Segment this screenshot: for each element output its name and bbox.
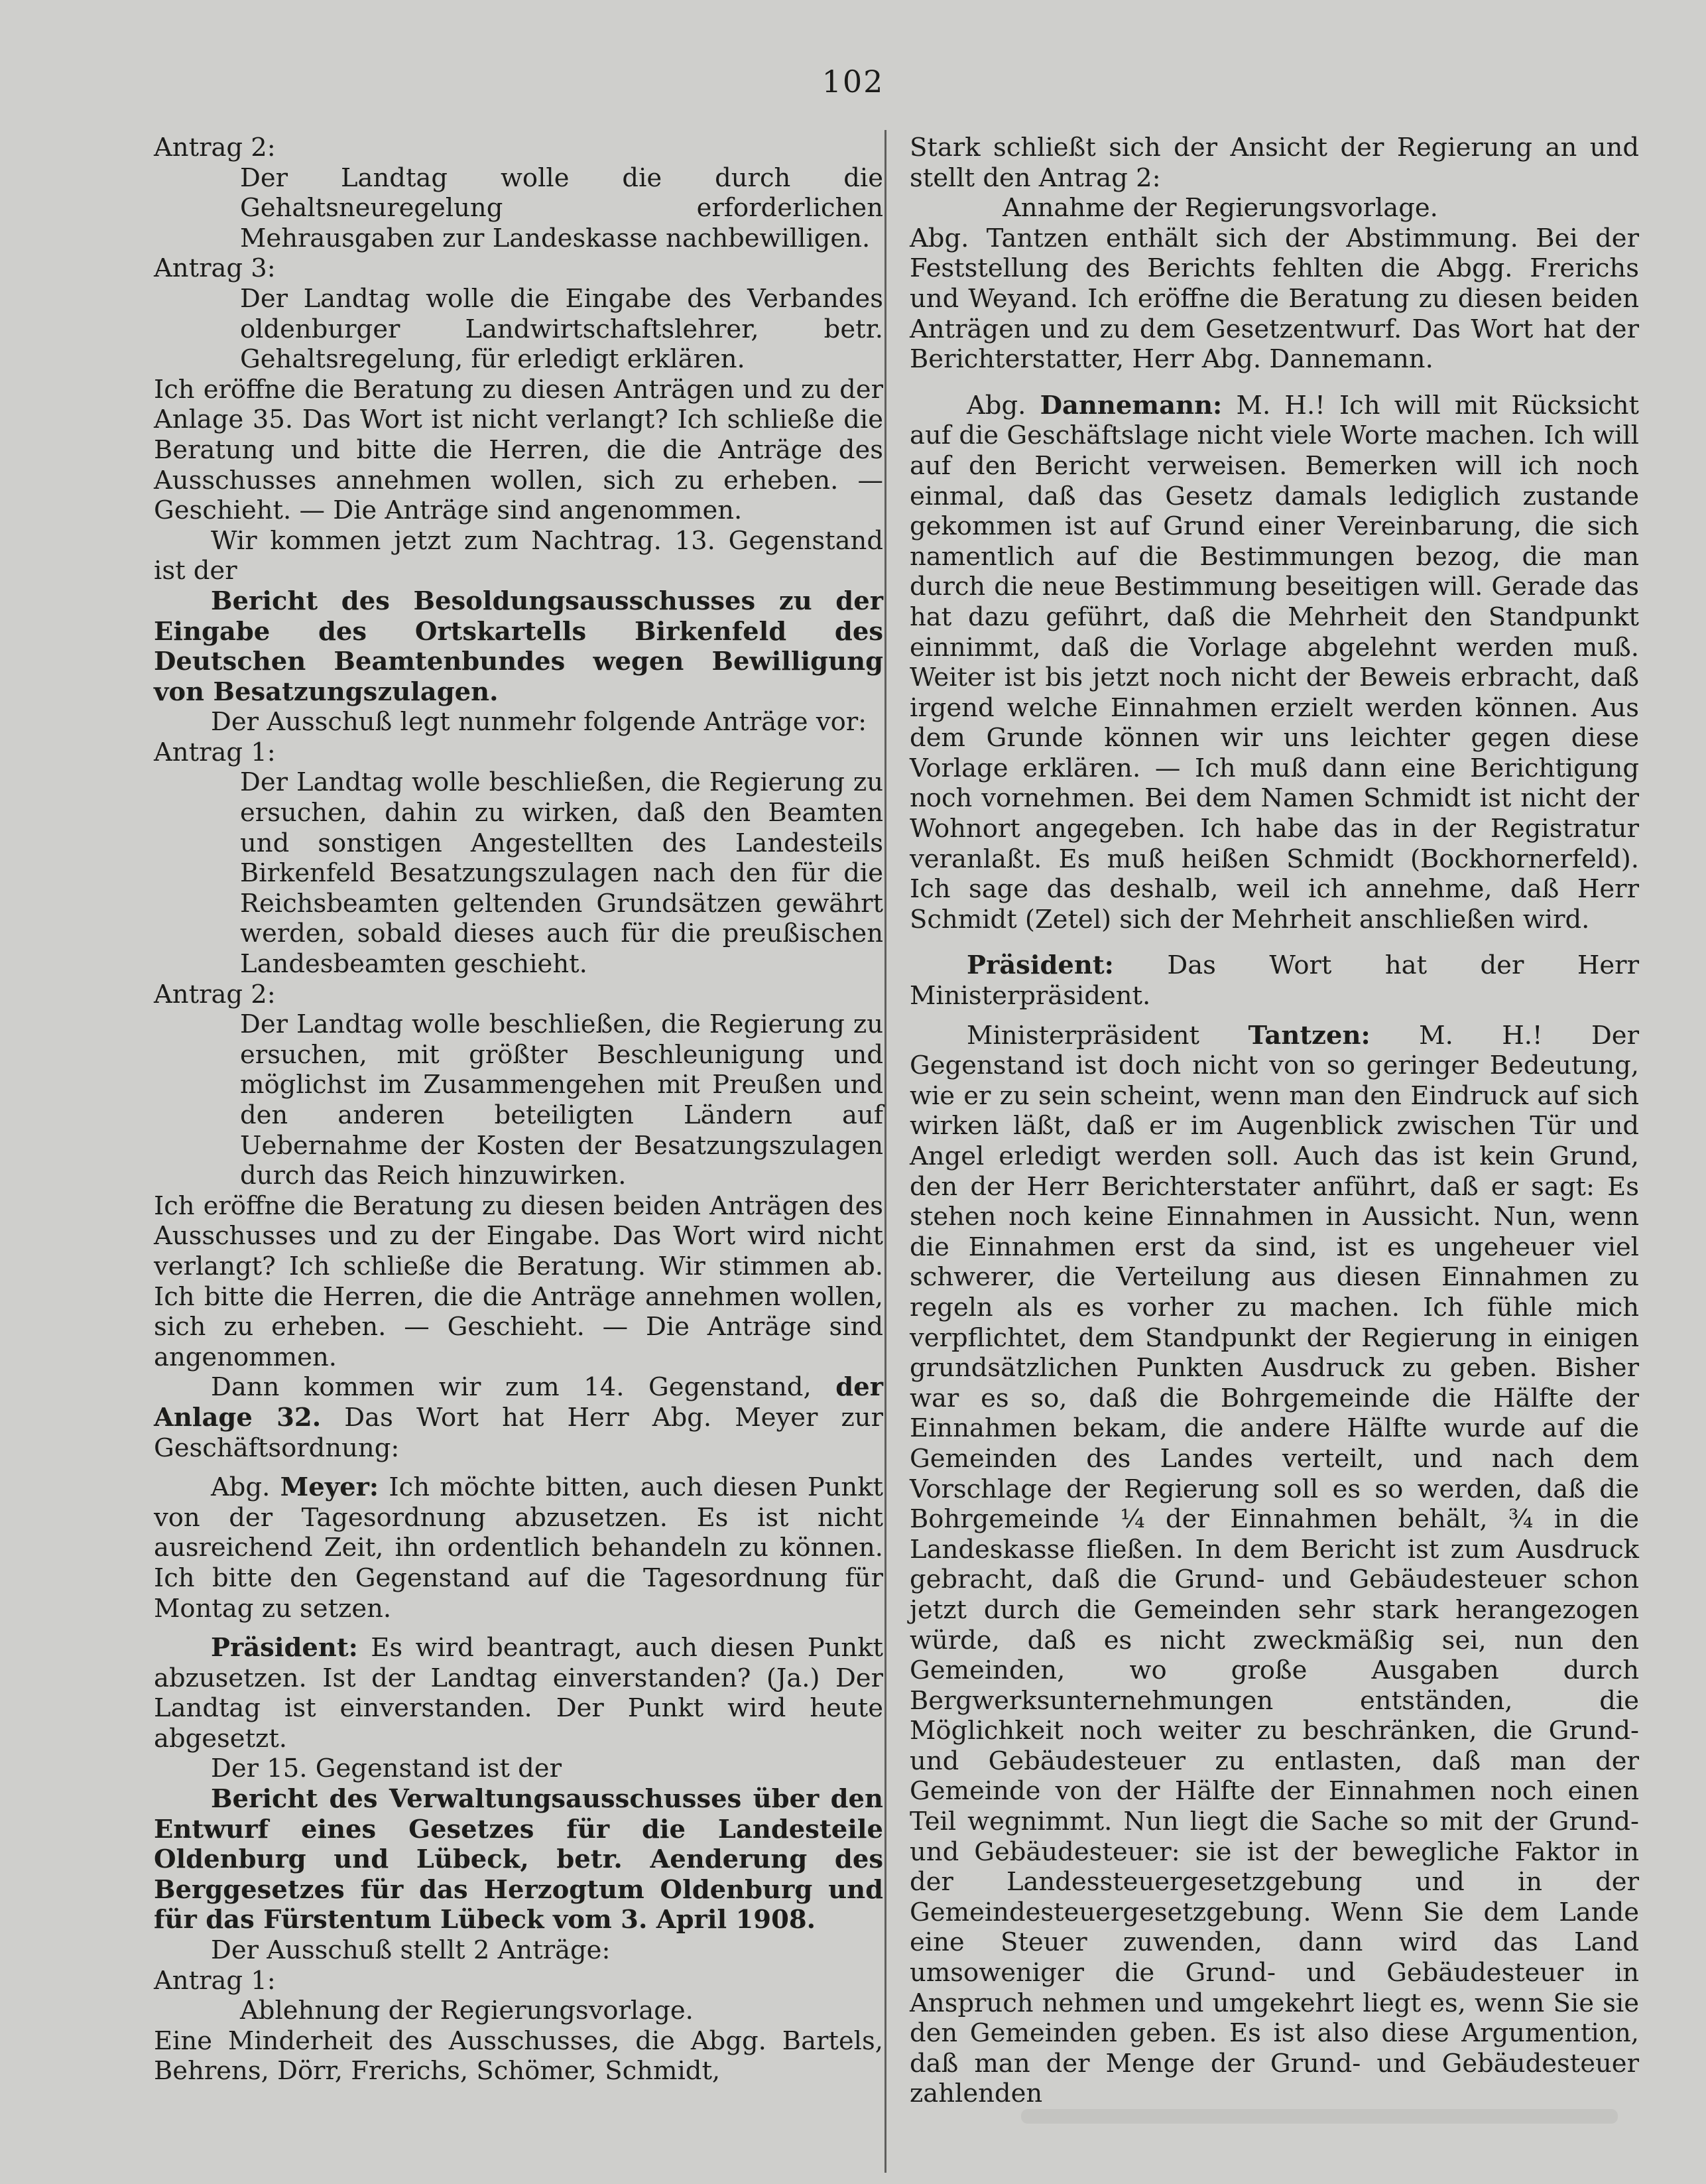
motion-label: Antrag 1: [154,737,276,767]
motion-label: Antrag 3: [154,253,276,284]
motion-text: Der Landtag wolle die Eingabe des Verbandes oldenburger Landwirtschaftslehrer, betr. Gehaltsregelung, für erledigt erklären. [240,283,883,375]
speaker-name: Präsident: [967,950,1114,981]
speech [910,950,1639,1011]
motion-label: Antrag 1: [154,1965,276,1996]
motion-label: Antrag 2: [154,133,276,162]
speaker-name: Präsident: [211,1633,358,1663]
page-number: 102 [822,64,884,99]
paragraph [154,1372,883,1463]
motion-text: Ablehnung der Regierungsvorlage. [240,1996,694,2026]
paragraph: Der Ausschuß stellt 2 Anträge: [211,1935,611,1966]
speech-text: M. H.! Der Gegenstand ist doch nicht von so geringer Bedeutung, wie er zu sein scheint, wenn man den Eindruck auf sich wirken läßt, daß er im Augenblick zwischen Tür und Angel erledigt werden soll. Auch das ist kein Grund, den der Herr Berichterstater anführt, daß er sagt: Es stehen noch keine Einnahmen in Aussicht. Nun, wenn die Einnahmen erst da sind, ist es ungeheuer viel schwerer, die Verteilung aus diesen Einnahmen zu regeln als es vorher zu machen. Ich fühle mich verpflichtet, dem Standpunkt der Regierung in einigen grundsätzlichen Punkten Ausdruck zu geben. Bisher war es so, daß die Bohrgemeinde die Hälfte der Einnahmen bekam, die andere Hälfte wurde auf die Gemeinden des Landes verteilt, und nach dem Vorschlage der Regierung soll es so werden, daß die Bohrgemeinde ¼ der Einnahmen behält, ¾ in die Landeskasse fließen. In dem Bericht ist zum Ausdruck gebracht, daß die Grund- und Gebäudesteuer schon jetzt durch die Gemeinden sehr stark herangezogen würde, daß es nicht zweckmäßig sei, nun den Gemeinden, wo große Ausgaben durch Bergwerksunternehmungen entständen, die Möglichkeit noch weiter zu beschränken, die Grund- und Gebäudesteuer zu entlasten, daß man der Gemeinde von der Hälfte der Einnahmen noch einen Teil wegnimmt. Nun liegt die Sache so mit der Grund- und Gebäudesteuer: sie ist der bewegliche Faktor in der Landessteuergesetzgebung und in der Gemeindesteuergesetzgebung. Wenn Sie dem Lande eine Steuer zuwenden, dann wird das Land umsoweniger die Grund- und Gebäudesteuer in Anspruch nehmen und umgekehrt liegt es, wenn Sie sie den Gemeinden geben. Es ist also diese Argumention, daß man der Menge der Grund- und Gebäudesteuer zahlenden [910,1020,1639,2109]
paragraph: Eine Minderheit des Ausschusses, die Abgg. Bartels, Behrens, Dörr, Frerichs, Schömer, Schmidt, [154,2025,883,2087]
speech-text: Ich möchte bitten, auch diesen Punkt von der Tagesordnung abzusetzen. Es ist nicht ausreichend Zeit, ihn ordentlich behandeln zu können. Ich bitte den Gegenstand auf die Tagesordnung für Montag zu setzen. [154,1472,883,1624]
motion-label: Antrag 2: [154,979,276,1009]
motion-text: Der Landtag wolle beschließen, die Regierung zu ersuchen, dahin zu wirken, daß den Beamten und sonstigen Angestellten des Landesteils Birkenfeld Besatzungszulagen nach den für die Reichsbeamten geltenden Grundsätzen gewährt werden, sobald dieses auch für die preußischen Landesbeamten geschieht. [240,767,883,980]
bold-run: der Anlage 32. [154,1372,883,1433]
speech-text: Das Wort hat der Herr Ministerpräsident. [910,950,1639,1011]
paragraph: Abg. Tantzen enthält sich der Abstimmung. Bei der Feststellung des Berichts fehlten die Abgg. Frerichs und Weyand. Ich eröffne die Beratung zu diesen beiden Anträgen und zu dem Gesetzentwurf. Das Wort hat der Berichterstatter, Herr Abg. Dannemann. [910,223,1639,375]
speaker-prefix: Abg. [211,1472,280,1503]
paragraph: Wir kommen jetzt zum Nachtrag. 13. Gegenstand ist der [154,525,883,586]
speaker-name: Meyer: [280,1472,379,1503]
text-run: Das Wort hat Herr Abg. Meyer zur Geschäftsordnung: [154,1402,884,1463]
speech [154,1472,883,1624]
speech-text: Es wird beantragt, auch diesen Punkt abzusetzen. Ist der Landtag einverstanden? (Ja.) Der Landtag ist einverstanden. Der Punkt wird heute abgesetzt. [154,1633,883,1754]
paragraph: Ich eröffne die Beratung zu diesen Anträgen und zu der Anlage 35. Das Wort ist nicht verlangt? Ich schließe die Beratung und bitte die Herren, die die Anträge des Ausschusses annehmen wollen, sich zu erheben. — Geschieht. — Die Anträge sind angenommen. [154,374,883,526]
agenda-heading: Bericht des Besoldungsausschusses zu der Eingabe des Ortskartells Birkenfeld des Deutschen Beamtenbundes wegen Bewilligung von Besatzungszulagen. [154,586,883,707]
speaker-prefix: Abg. [967,390,1040,420]
speech [154,1633,883,1754]
speaker-name: Dannemann: [1040,390,1223,420]
agenda-heading: Bericht des Verwaltungsausschusses über den Entwurf eines Gesetzes für die Landesteile Oldenburg und Lübeck, betr. Aenderung des Berggesetzes für das Herzogtum Oldenburg und für das Fürstentum Lübeck vom 3. April 1908. [154,1784,883,1935]
motion-text: Der Landtag wolle beschließen, die Regierung zu ersuchen, mit größter Beschleunigung und möglichst im Zusammengehen mit Preußen und den anderen beteiligten Ländern auf Uebernahme der Kosten der Besatzungszulagen durch das Reich hinzuwirken. [240,1009,883,1191]
paragraph: Stark schließt sich der Ansicht der Regierung an und stellt den Antrag 2: [910,133,1639,193]
paragraph: Der Ausschuß legt nunmehr folgende Anträge vor: [211,707,867,738]
left-column [154,133,883,2087]
paragraph: Der 15. Gegenstand ist der [211,1754,562,1784]
speech-text: M. H.! Ich will mit Rücksicht auf die Geschäftslage nicht viele Worte machen. Ich will auf den Bericht verweisen. Bemerken will ich noch einmal, daß das Gesetz damals lediglich zustande gekommen ist auf Grund einer Vereinbarung, die sich namentlich auf die Bestimmungen bezog, die man durch die neue Bestimmung beseitigen will. Gerade das hat dazu geführt, daß die Mehrheit den Standpunkt einnimmt, daß die Vorlage abgelehnt werden muß. Weiter ist bis jetzt noch nicht der Beweis erbracht, daß irgend welche Einnahmen erzielt werden können. Aus dem Grunde können wir uns leichter gegen diese Vorlage erklären. — Ich muß dann eine Berichtigung noch vornehmen. Bei dem Namen Schmidt ist nicht der Wohnort angegeben. Ich habe das in der Registratur veranlaßt. Es muß heißen Schmidt (Bockhornerfeld). Ich sage das deshalb, weil ich annehme, daß Herr Schmidt (Zetel) sich der Mehrheit anschließen wird. [910,390,1639,934]
motion-text: Annahme der Regierungsvorlage. [1003,193,1438,224]
motion-text: Der Landtag wolle die durch die Gehaltsneuregelung erforderlichen Mehrausgaben zur Landeskasse nachbewilligen. [240,162,883,253]
column-divider [884,130,886,2173]
text-run: Dann kommen wir zum 14. Gegenstand, [211,1372,836,1403]
speaker-name: Tantzen: [1248,1020,1371,1051]
right-column [910,133,1639,2109]
print-smudge [1021,2109,1618,2124]
paragraph: Ich eröffne die Beratung zu diesen beiden Anträgen des Ausschusses und zu der Eingabe. Das Wort wird nicht verlangt? Ich schließe die Beratung. Wir stimmen ab. Ich bitte die Herren, die die Anträge annehmen wollen, sich zu erheben. — Geschieht. — Die Anträge sind angenommen. [154,1190,883,1372]
speaker-prefix: Ministerpräsident [967,1020,1249,1051]
speech [910,391,1639,935]
speech [910,1021,1639,2109]
